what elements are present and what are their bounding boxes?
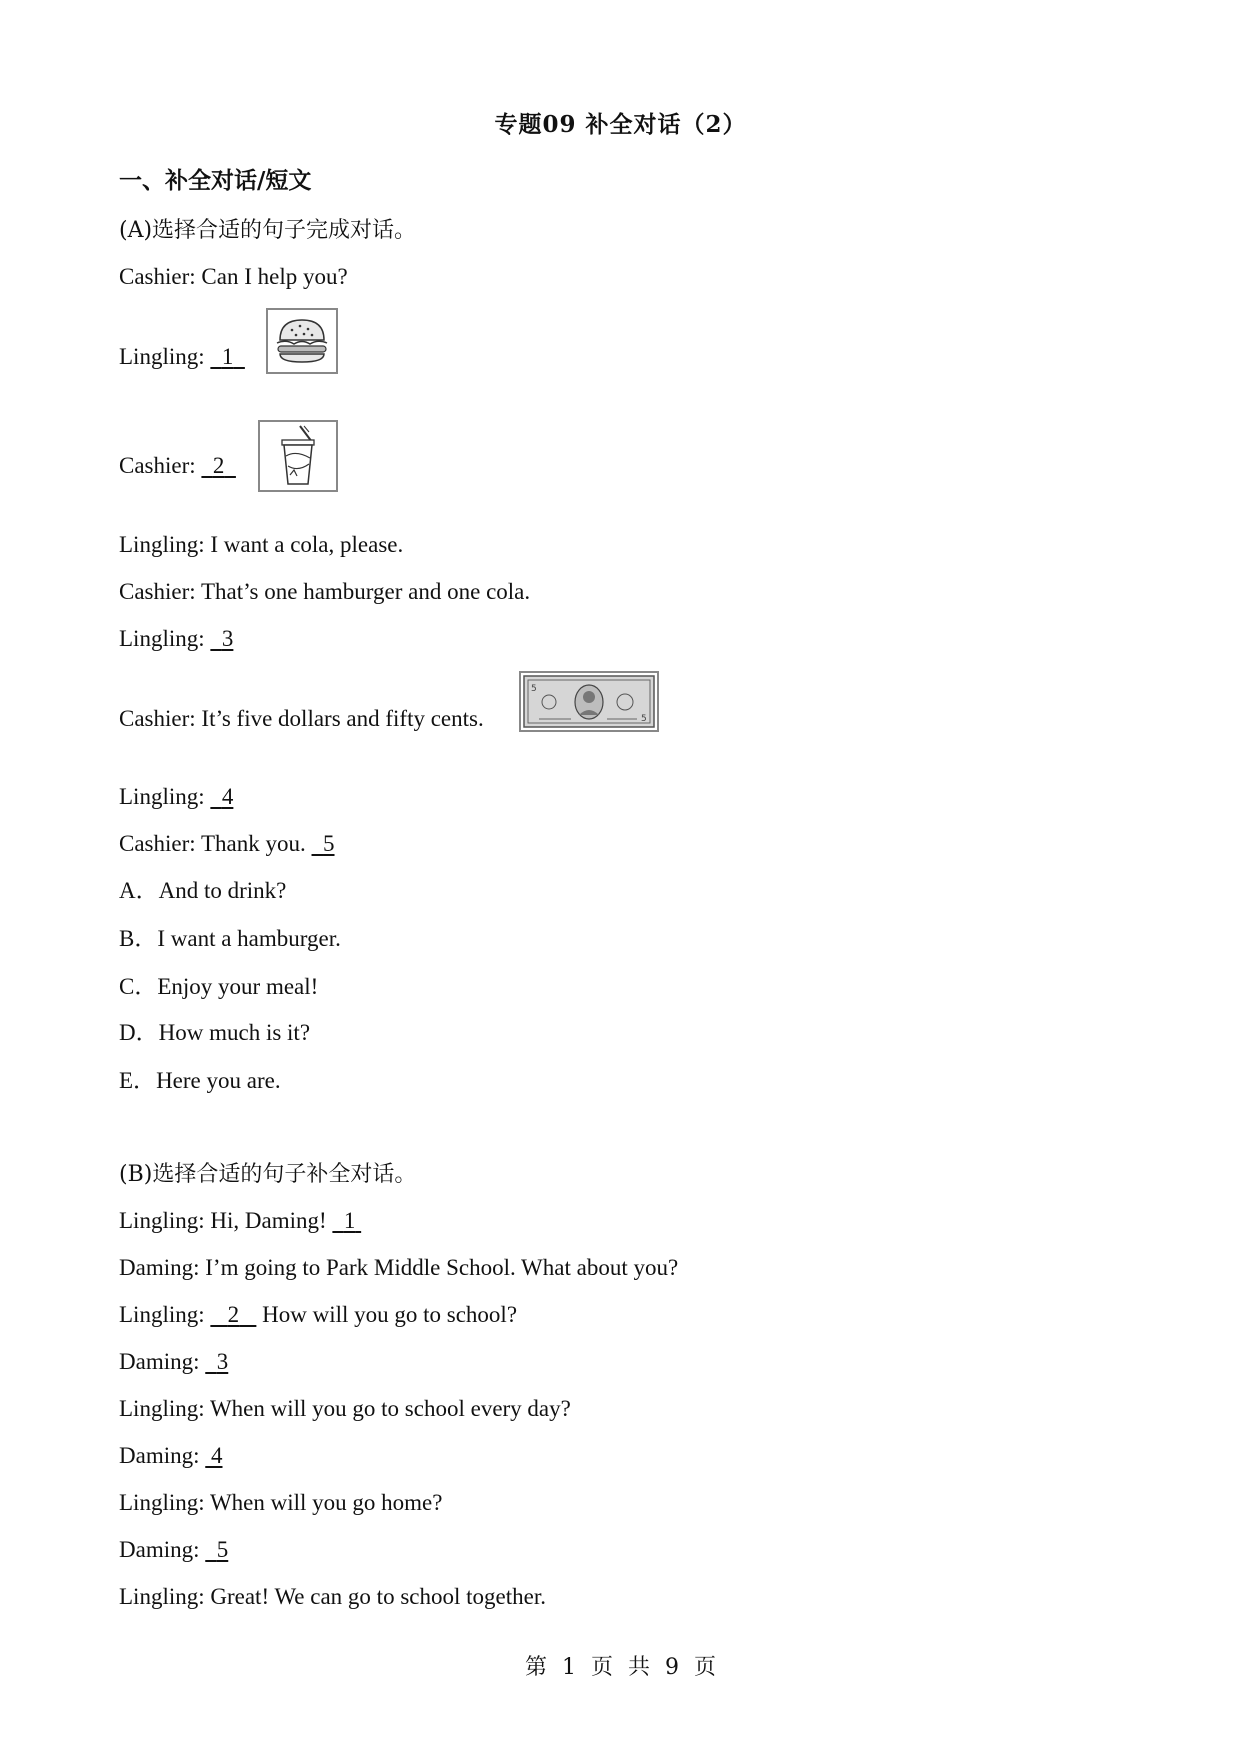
dialogue-line: Lingling: 2 How will you go to school? (119, 1300, 517, 1330)
option-item: E．Here you are. (119, 1068, 281, 1093)
five-dollar-bill-image (519, 671, 659, 732)
option-item: A．And to drink? (119, 878, 287, 903)
answer-blank[interactable]: 5 (323, 831, 335, 856)
page-footer: 第 1 页 共 9 页 (525, 1655, 716, 1680)
dialogue-line: Daming: I’m going to Park Middle School. What about you? (119, 1255, 679, 1280)
answer-blank[interactable]: 1 (221, 344, 234, 369)
page-title: 专题09 补全对话（2） (494, 111, 747, 138)
answer-blank[interactable]: 1 (343, 1208, 356, 1233)
dialogue-line: Daming: 5 (119, 1535, 228, 1565)
dialogue-line: Lingling: 1 (119, 342, 245, 372)
answer-blank[interactable]: 5 (216, 1537, 229, 1562)
answer-blank[interactable]: 2 (227, 1302, 240, 1327)
dialogue-line: Lingling: 3 (119, 624, 233, 654)
dialogue-line: Lingling: When will you go to school every day? (119, 1396, 571, 1421)
dialogue-line: Daming: 3 (119, 1347, 228, 1377)
option-item: C．Enjoy your meal! (119, 974, 319, 999)
dialogue-line: Cashier: It’s five dollars and fifty cents. (119, 706, 484, 731)
answer-blank[interactable]: 4 (221, 784, 234, 809)
answer-blank[interactable]: 4 (211, 1443, 223, 1468)
dialogue-line: Lingling: 4 (119, 782, 233, 812)
dialogue-line: Daming: 4 (119, 1441, 223, 1471)
dialogue-line: Lingling: I want a cola, please. (119, 532, 404, 557)
section-heading: 一、补全对话/短文 (119, 167, 312, 194)
drink-cup-image (258, 420, 338, 492)
answer-blank[interactable]: 3 (216, 1349, 229, 1374)
hamburger-image (266, 308, 338, 374)
answer-blank[interactable]: 2 (212, 453, 225, 478)
part-a-instruction: (A)选择合适的句子完成对话。 (119, 218, 417, 243)
dialogue-line: Cashier: That’s one hamburger and one cola. (119, 579, 531, 604)
svg-text:5: 5 (641, 714, 647, 724)
dialogue-line: Lingling: When will you go home? (119, 1490, 443, 1515)
dialogue-line: Cashier: 2 (119, 451, 236, 481)
dialogue-line: Lingling: Great! We can go to school together. (119, 1584, 546, 1609)
answer-blank[interactable]: 3 (221, 626, 234, 651)
option-item: B．I want a hamburger. (119, 926, 341, 951)
dialogue-line: Cashier: Thank you. 5 (119, 829, 335, 859)
svg-text:5: 5 (531, 684, 537, 694)
dialogue-line: Lingling: Hi, Daming! 1 (119, 1206, 361, 1236)
part-b-instruction: (B)选择合适的句子补全对话。 (119, 1162, 417, 1187)
dialogue-line: Cashier: Can I help you? (119, 264, 348, 289)
option-item: D．How much is it? (119, 1020, 311, 1045)
